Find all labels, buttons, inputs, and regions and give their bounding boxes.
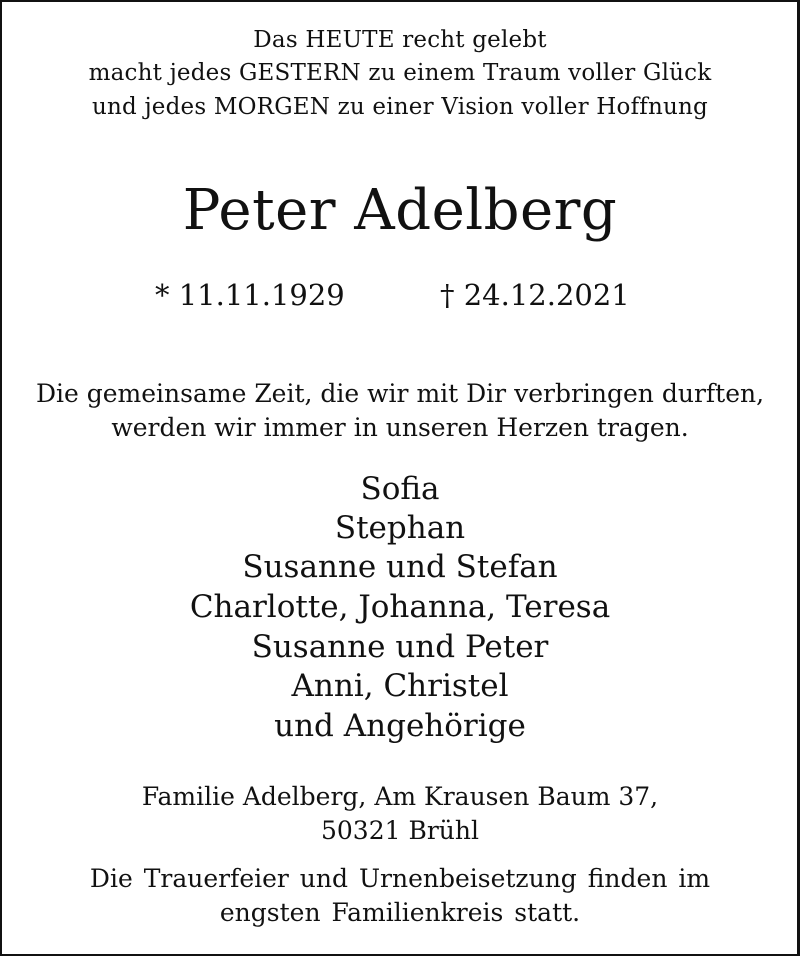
motto-line-1: Das HEUTE recht gelebt — [253, 27, 547, 53]
mourner-name: Susanne und Peter — [251, 629, 549, 665]
quote-line-2: werden wir immer in unseren Herzen tragen. — [111, 413, 689, 442]
mourner-name: Sofia — [360, 471, 440, 507]
mourner-name: Susanne und Stefan — [242, 549, 558, 585]
ceremony-notice-line-2: engsten Familienkreis statt. — [219, 898, 581, 927]
motto-line-3: und jedes MORGEN zu einer Vision voller Hoffnung — [92, 94, 708, 120]
mourner-name: Charlotte, Johanna, Teresa — [189, 589, 611, 625]
life-dates — [0, 278, 800, 312]
mourner-name: und Angehörige — [274, 708, 526, 744]
quote-line-1: Die gemeinsame Zeit, die wir mit Dir verbringen durften, — [35, 379, 765, 408]
ceremony-notice-line-1: Die Trauerfeier und Urnenbeisetzung finden im — [89, 864, 711, 893]
deceased-name: Peter Adelberg — [182, 178, 618, 243]
birth-date: * 11.11.1929 — [155, 278, 345, 312]
mourner-name: Stephan — [334, 510, 466, 546]
motto-line-2: macht jedes GESTERN zu einem Traum voller Glück — [88, 60, 712, 86]
death-date: † 24.12.2021 — [440, 278, 630, 312]
family-address-street: Familie Adelberg, Am Krausen Baum 37, — [141, 782, 659, 811]
mourner-name: Anni, Christel — [291, 668, 509, 704]
family-address-city: 50321 Brühl — [321, 816, 479, 845]
